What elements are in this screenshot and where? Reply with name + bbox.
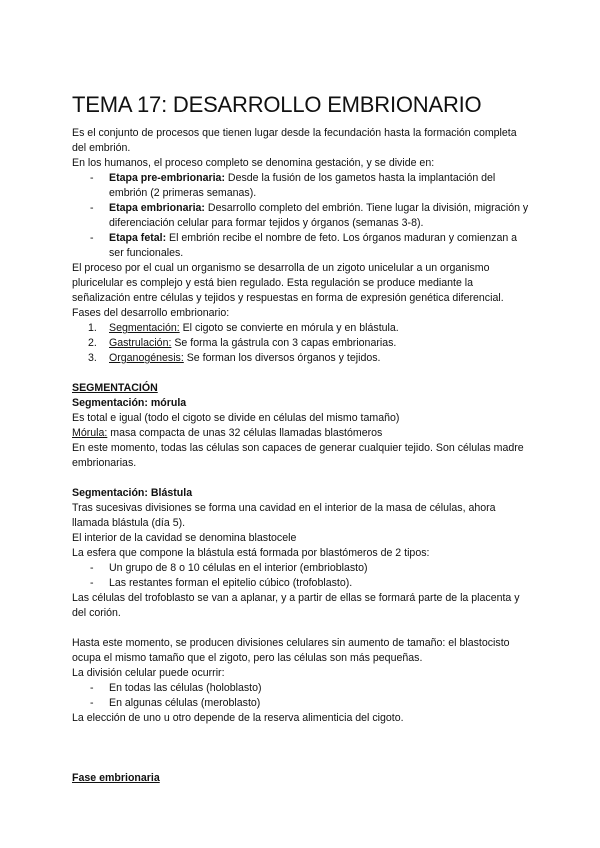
list-item — [72, 351, 532, 366]
morula-paragraph-1: Es total e igual (todo el cigoto se divide en células del mismo tamaño) — [72, 412, 400, 424]
phases-list — [72, 321, 532, 366]
spacer — [72, 621, 532, 636]
section-heading-segmentacion: SEGMENTACIÓN — [72, 382, 158, 394]
stage-text: El embrión recibe el nombre de feto. Los órganos maduran y comienzan a ser funcionales. — [109, 232, 518, 259]
division-list — [72, 681, 532, 711]
list-item — [72, 201, 532, 231]
subheading-morula: Segmentación: mórula — [72, 397, 187, 409]
list-number: 3. — [88, 352, 97, 364]
list-item — [72, 231, 532, 261]
division-paragraph-1: Hasta este momento, se producen divisiones celulares sin aumento de tamaño: el blastocisto ocupa el mismo tamaño que el zigoto, pero las células son más pequeñas. — [72, 637, 510, 664]
dash-bullet: - — [90, 172, 94, 184]
intro-paragraph-3: El proceso por el cual un organismo se desarrolla de un zigoto unicelular a un organismo pluricelular es complejo y está bien regulado. Esta regulación se produce mediante la señalización entre células y tejidos y respuestas en forma de expresión genética diferencial. — [72, 262, 504, 304]
spacer — [72, 756, 532, 771]
division-paragraph-2: La división celular puede ocurrir: — [72, 667, 225, 679]
spacer — [72, 726, 532, 756]
intro-paragraph-4: Fases del desarrollo embrionario: — [72, 307, 230, 319]
phase-label: Segmentación: — [109, 322, 180, 334]
dash-bullet: - — [90, 232, 94, 244]
blastula-list — [72, 561, 532, 591]
document-content — [72, 92, 532, 786]
blastula-paragraph-1: Tras sucesivas divisiones se forma una cavidad en el interior de la masa de células, ahora llamada blástula (día 5). — [72, 502, 496, 529]
list-number: 1. — [88, 322, 97, 334]
blastula-paragraph-4: Las células del trofoblasto se van a aplanar, y a partir de ellas se formará parte de la placenta y del corión. — [72, 592, 520, 619]
phase-text: El cigoto se convierte en mórula y en blástula. — [179, 322, 399, 334]
stage-text: Desarrollo completo del embrión. Tiene lugar la división, migración y diferenciación celular para formar tejidos y órganos (semanas 3-8). — [109, 202, 529, 229]
subheading-blastula: Segmentación: Blástula — [72, 487, 193, 499]
list-item — [72, 336, 532, 351]
stage-label: Etapa fetal: — [109, 232, 167, 244]
list-item — [72, 171, 532, 201]
list-item — [72, 321, 532, 336]
list-item — [72, 576, 532, 591]
spacer — [72, 366, 532, 381]
spacer — [72, 471, 532, 486]
stage-label: Etapa pre-embrionaria: — [109, 172, 225, 184]
blastula-paragraph-2: El interior de la cavidad se denomina blastocele — [72, 532, 297, 544]
list-item-text: Las restantes forman el epitelio cúbico (trofoblasto). — [109, 577, 353, 589]
list-item-text: En algunas células (meroblasto) — [109, 697, 261, 709]
dash-bullet: - — [90, 682, 94, 694]
page-title: TEMA 17: DESARROLLO EMBRIONARIO — [72, 92, 482, 117]
blastula-paragraph-3: La esfera que compone la blástula está formada por blastómeros de 2 tipos: — [72, 547, 430, 559]
intro-paragraph-1: Es el conjunto de procesos que tienen lugar desde la fecundación hasta la formación completa del embrión. — [72, 127, 517, 154]
dash-bullet: - — [90, 202, 94, 214]
section-heading-fase-embrionaria: Fase embrionaria — [72, 772, 160, 784]
phase-label: Gastrulación: — [109, 337, 172, 349]
division-paragraph-3: La elección de uno u otro depende de la reserva alimenticia del cigoto. — [72, 712, 404, 724]
dash-bullet: - — [90, 577, 94, 589]
morula-paragraph-3: En este momento, todas las células son capaces de generar cualquier tejido. Son células madre embrionarias. — [72, 442, 524, 469]
morula-term: Mórula: — [72, 427, 108, 439]
stage-label: Etapa embrionaria: — [109, 202, 205, 214]
list-item — [72, 681, 532, 696]
stage-text: Desde la fusión de los gametos hasta la implantación del embrión (2 primeras semanas). — [109, 172, 496, 199]
morula-paragraph-2 — [72, 426, 532, 441]
stages-list — [72, 171, 532, 261]
list-item — [72, 696, 532, 711]
phase-text: Se forma la gástrula con 3 capas embrionarias. — [171, 337, 397, 349]
list-item-text: Un grupo de 8 o 10 células en el interior (embrioblasto) — [109, 562, 368, 574]
list-number: 2. — [88, 337, 97, 349]
dash-bullet: - — [90, 697, 94, 709]
dash-bullet: - — [90, 562, 94, 574]
phase-text: Se forman los diversos órganos y tejidos. — [183, 352, 381, 364]
phase-label: Organogénesis: — [109, 352, 184, 364]
intro-paragraph-2: En los humanos, el proceso completo se denomina gestación, y se divide en: — [72, 157, 435, 169]
list-item — [72, 561, 532, 576]
morula-definition: masa compacta de unas 32 células llamadas blastómeros — [107, 427, 383, 439]
list-item-text: En todas las células (holoblasto) — [109, 682, 262, 694]
